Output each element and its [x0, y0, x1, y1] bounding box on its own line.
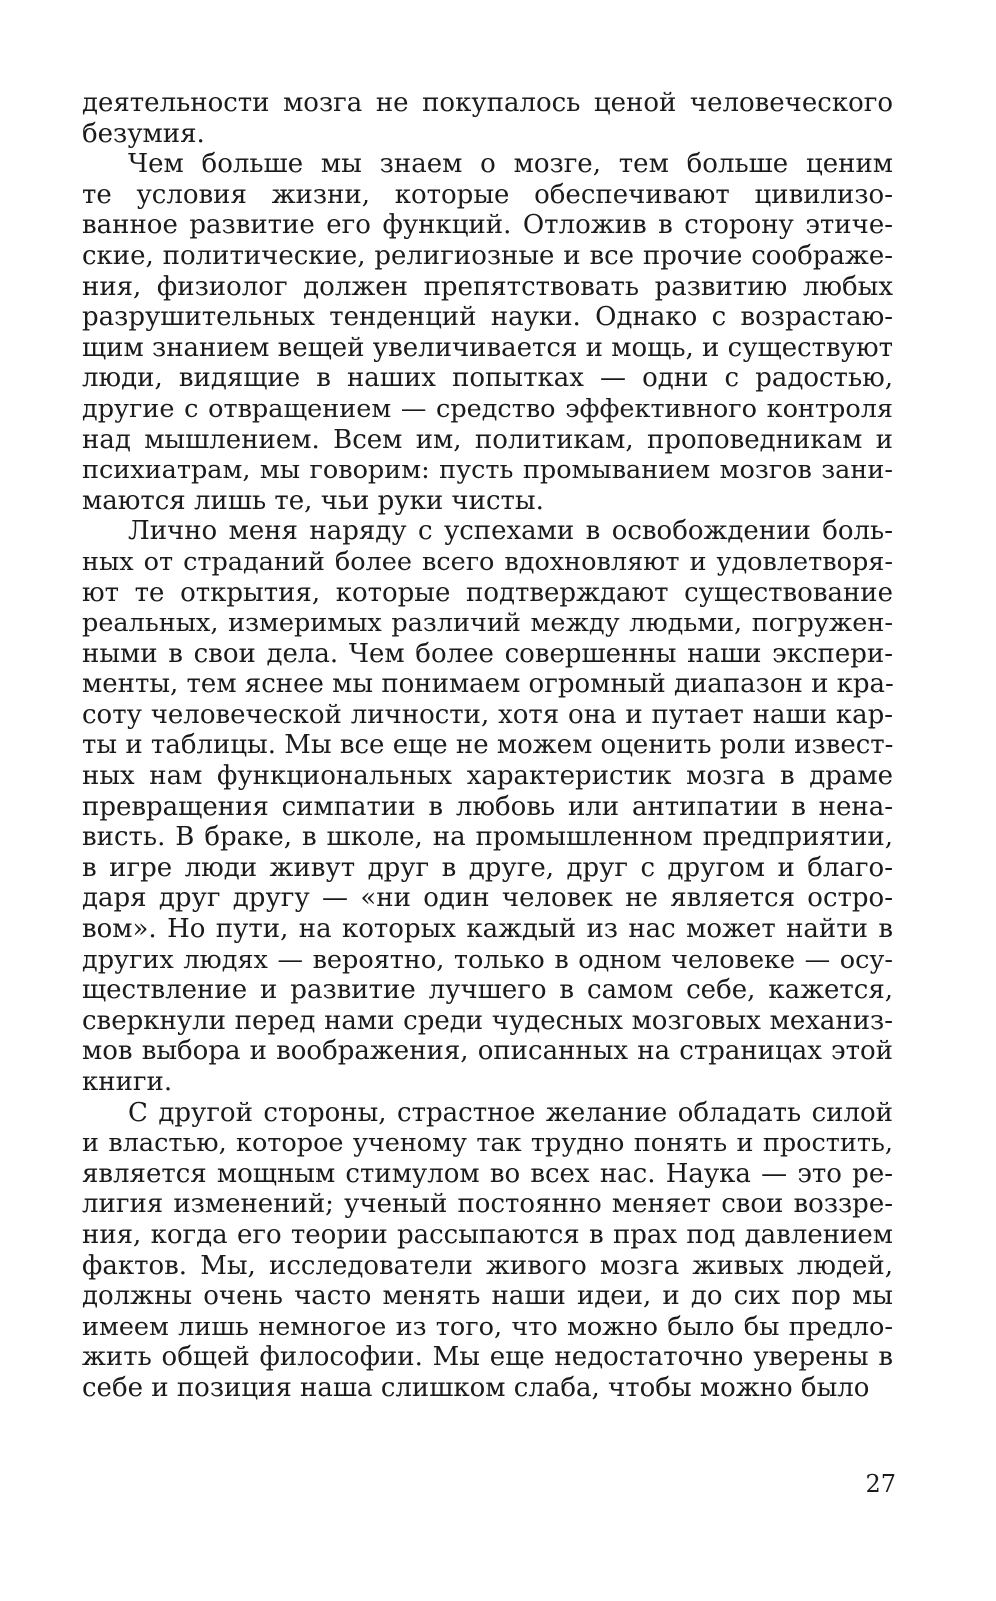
text-line: психиатрам, мы говорим: пусть промыванием мозгов зани-	[82, 455, 893, 486]
text-line: разрушительных тенденций науки. Однако с возрастаю-	[82, 302, 893, 333]
text-line: ют те открытия, которые подтверждают существование	[82, 577, 893, 608]
text-line: С другой стороны, страстное желание обладать силой	[128, 1097, 893, 1128]
text-line: лигия изменений; ученый постоянно меняет свои воззре-	[82, 1189, 893, 1220]
text-line: ных нам функциональных характеристик мозга в драме	[82, 761, 893, 792]
text-line: Лично меня наряду с успехами в освобождении боль-	[128, 516, 893, 547]
text-line: деятельности мозга не покупалось ценой человеческого	[82, 88, 893, 118]
text-line: над мышлением. Всем им, политикам, проповедникам и	[82, 424, 893, 455]
text-line: других людях — вероятно, только в одном человеке — осу-	[82, 944, 893, 975]
text-line: щим знанием вещей увеличивается и мощь, и существуют	[82, 332, 893, 363]
text-line: фактов. Мы, исследователи живого мозга живых людей,	[82, 1250, 893, 1281]
text-line: другие с отвращением — средство эффективного контроля	[82, 393, 893, 424]
text-line: жить общей философии. Мы еще недостаточно уверены в	[82, 1342, 893, 1373]
text-line: менты, тем яснее мы понимаем огромный диапазон и кра-	[82, 669, 894, 700]
text-line: реальных, измеримых различий между людьми, погружен-	[82, 608, 893, 639]
text-line: ские, политические, религиозные и все прочие соображе-	[82, 240, 893, 271]
paragraph	[82, 1098, 893, 1404]
paragraph	[82, 149, 893, 516]
text-line: висть. В браке, в школе, на промышленном предприятии,	[82, 822, 893, 853]
text-line: себе и позиция наша слишком слаба, чтобы можно было	[82, 1372, 870, 1403]
text-line: маются лишь те, чьи руки чисты.	[82, 485, 544, 516]
text-line: ния, когда его теории рассыпаются в прах под давлением	[82, 1219, 893, 1250]
text-line: книги.	[82, 1067, 173, 1097]
text-line: в игре люди живут друг в друге, друг с другом и благо-	[82, 852, 893, 883]
text-line: даря друг другу — «ни один человек не является остро-	[82, 883, 893, 914]
text-line: превращения симпатии в любовь или антипатии в нена-	[82, 791, 893, 822]
text-line: и властью, которое ученому так трудно понять и простить,	[82, 1128, 893, 1159]
text-line: вом». Но пути, на которых каждый из нас может найти в	[82, 914, 893, 945]
text-line: ния, физиолог должен препятствовать развитию любых	[82, 271, 893, 302]
text-line: имеем лишь немногое из того, что можно было бы предло-	[82, 1311, 893, 1342]
text-line: безумия.	[82, 118, 205, 149]
paragraph	[82, 516, 893, 1097]
text-line: ных от страданий более всего вдохновляют и удовлетворя-	[82, 546, 893, 577]
text-line: должны очень часто менять наши идеи, и до сих пор мы	[82, 1281, 893, 1312]
text-line: ты и таблицы. Мы все еще не можем оценить роли извест-	[82, 730, 894, 761]
page-number: 27	[865, 1470, 896, 1498]
text-line: ными в свои дела. Чем более совершенны наши экспери-	[82, 638, 893, 669]
text-line: ванное развитие его функций. Отложив в сторону этиче-	[82, 210, 893, 241]
text-line: сверкнули перед нами среди чудесных мозговых механиз-	[82, 1005, 893, 1036]
text-line: Чем больше мы знаем о мозге, тем больше ценим	[128, 149, 893, 180]
text-line: люди, видящие в наших попытках — одни с радостью,	[82, 363, 893, 394]
text-line: соту человеческой личности, хотя она и путает наши кар-	[82, 699, 893, 730]
text-line: мов выбора и воображения, описанных на страницах этой	[82, 1036, 893, 1067]
text-line: те условия жизни, которые обеспечивают цивилизо-	[82, 179, 893, 210]
page-body	[82, 88, 893, 1404]
paragraph	[82, 88, 893, 149]
text-line: ществление и развитие лучшего в самом себе, кажется,	[82, 975, 893, 1006]
text-line: является мощным стимулом во всех нас. Наука — это ре-	[82, 1158, 893, 1189]
